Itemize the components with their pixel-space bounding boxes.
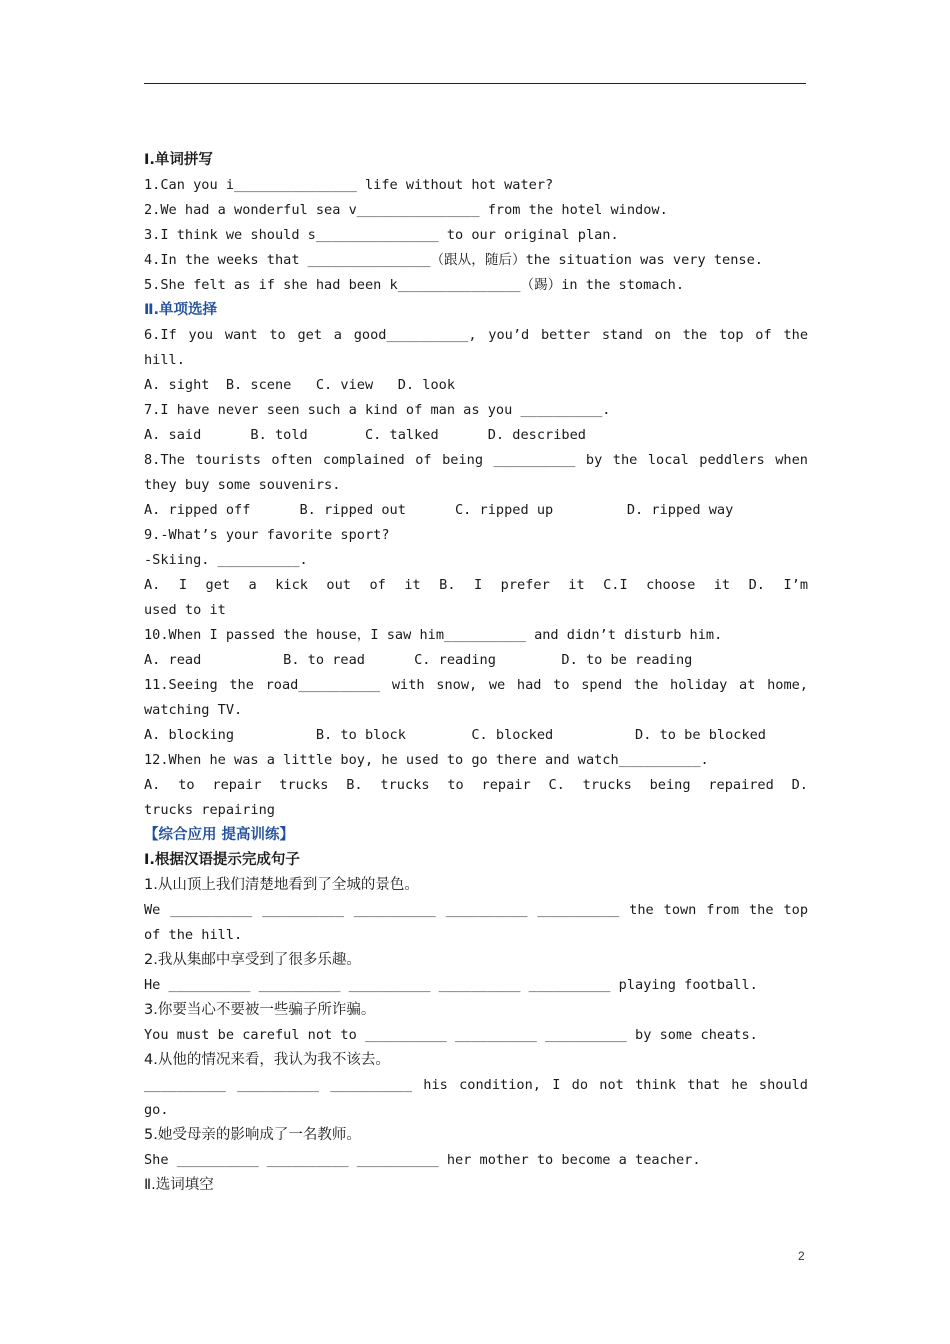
section-banner: 【综合应用 提高训练】 [144,827,295,843]
spelling-item-3: 3.I think we should s_______________ to our original plan. [144,227,619,243]
options-line: A. read B. to read C. reading D. to be reading [144,652,693,668]
translation-prompt: 4.从他的情况来看，我认为我不该去。 [144,1052,390,1068]
question-line: -Skiing. __________. [144,552,308,568]
options-line: A. ripped off B. ripped out C. ripped up D. ripped way [144,502,734,518]
section-heading-translation: Ⅰ.根据汉语提示完成句子 [144,852,300,868]
spelling-item-2: 2.We had a wonderful sea v_______________ from the hotel window. [144,202,668,218]
section-heading-word-fill: Ⅱ.选词填空 [144,1177,214,1193]
translation-prompt: 2.我从集邮中享受到了很多乐趣。 [144,952,361,968]
worksheet-content [144,148,808,1198]
options-line: A. said B. told C. talked D. described [144,427,586,443]
options-line: A. blocking B. to block C. blocked D. to be blocked [144,727,766,743]
translation-line: __________ __________ __________ his condition, I do not think that he should [144,1077,808,1093]
question-line: 7.I have never seen such a kind of man as you __________. [144,402,611,418]
question-line: 10.When I passed the house，I saw him__________ and didn’t disturb him. [144,627,723,643]
options-line: trucks repairing [144,802,275,818]
question-line: 8.The tourists often complained of being __________ by the local peddlers when [144,452,808,468]
page-number: 2 [798,1249,805,1263]
section-heading-choice: Ⅱ.单项选择 [144,302,218,318]
options-line: A. I get a kick out of it B. I prefer it C.I choose it D. I’m [144,577,808,593]
translation-line: go. [144,1102,169,1118]
translation-line: We __________ __________ __________ __________ __________ the town from the top [144,902,808,918]
header-rule [144,83,806,84]
translation-prompt: 5.她受母亲的影响成了一名教师。 [144,1127,361,1143]
question-line: hill. [144,352,185,368]
question-line: 9.-What’s your favorite sport? [144,527,390,543]
translation-line: She __________ __________ __________ her mother to become a teacher. [144,1152,701,1168]
options-line: used to it [144,602,226,618]
translation-line: He __________ __________ __________ __________ __________ playing football. [144,977,758,993]
translation-line: You must be careful not to __________ __________ __________ by some cheats. [144,1027,758,1043]
translation-prompt: 3.你要当心不要被一些骗子所诈骗。 [144,1002,376,1018]
question-line: they buy some souvenirs. [144,477,341,493]
options-line: A. sight B. scene C. view D. look [144,377,455,393]
spelling-item-5: 5.She felt as if she had been k_______________（踢）in the stomach. [144,277,685,293]
translation-prompt: 1.从山顶上我们清楚地看到了全城的景色。 [144,877,419,893]
question-line: watching TV. [144,702,243,718]
section-heading-spelling: Ⅰ.单词拼写 [144,152,213,168]
question-line: 12.When he was a little boy, he used to go there and watch__________. [144,752,709,768]
question-line: 11.Seeing the road__________ with snow, we had to spend the holiday at home, [144,677,808,693]
translation-line: of the hill. [144,927,243,943]
spelling-item-4: 4.In the weeks that _______________（跟从，随后）the situation was very tense. [144,252,763,268]
spelling-item-1: 1.Can you i_______________ life without hot water? [144,177,554,193]
options-line: A. to repair trucks B. trucks to repair C. trucks being repaired D. [144,777,808,793]
question-line: 6.If you want to get a good__________, you’d better stand on the top of the [144,327,808,343]
